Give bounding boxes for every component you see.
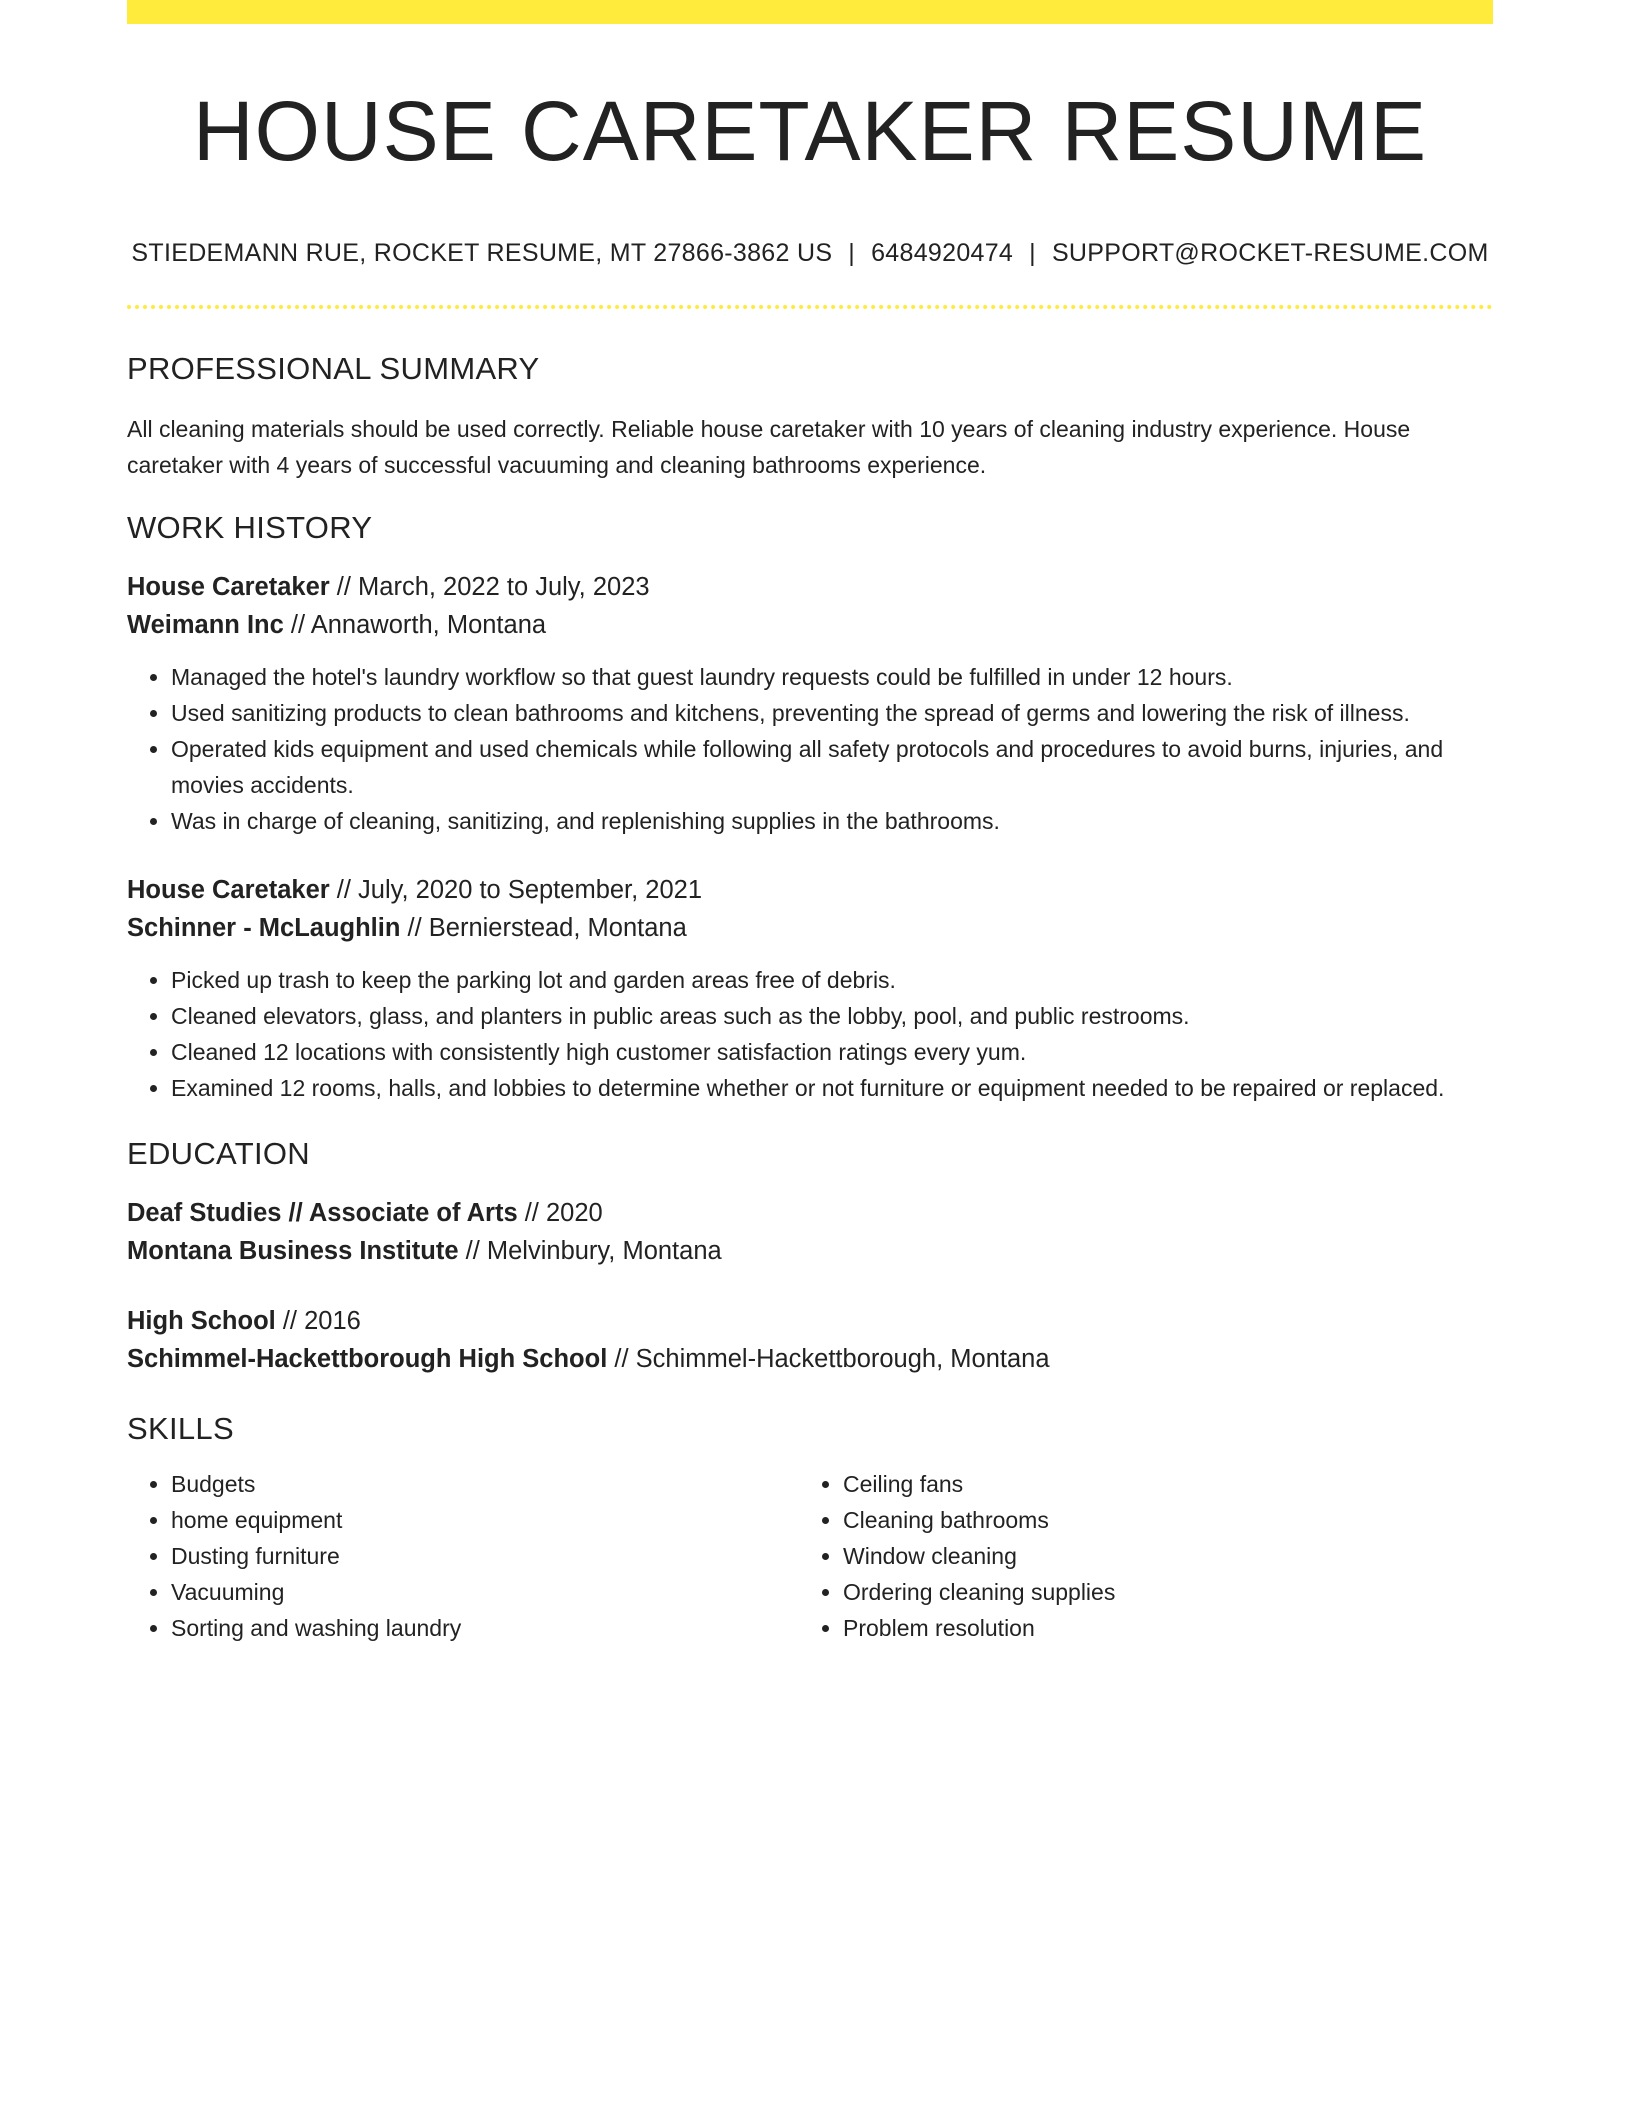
job-company-line <box>127 606 1493 644</box>
contact-line <box>127 237 1493 269</box>
skill-item: • Budgets <box>171 1466 799 1502</box>
education-school: Schimmel-Hackettborough High School <box>127 1345 608 1373</box>
job-bullet: • Picked up trash to keep the parking lot and garden areas free of debris. <box>171 962 1493 998</box>
skill-item: • Ordering cleaning supplies <box>843 1574 1471 1610</box>
education-entry <box>127 1194 1493 1270</box>
job-title: House Caretaker <box>127 573 330 601</box>
dotted-divider <box>127 305 1493 309</box>
skill-item: • Window cleaning <box>843 1538 1471 1574</box>
education-school-line <box>127 1340 1493 1378</box>
resume-page <box>127 0 1493 1646</box>
skill-item: • Dusting furniture <box>171 1538 799 1574</box>
education-degree: High School <box>127 1307 276 1335</box>
skill-item: • Problem resolution <box>843 1610 1471 1646</box>
job-title: House Caretaker <box>127 876 330 904</box>
contact-separator: | <box>1029 239 1036 267</box>
summary-text: All cleaning materials should be used correctly. Reliable house caretaker with 10 years of cleaning industry experience. House caretaker with 4 years of successful vacuuming and cleaning bathrooms experience. <box>127 416 1411 478</box>
skills-column-right <box>799 1466 1471 1646</box>
job-company: Schinner - McLaughlin <box>127 914 401 942</box>
job-company: Weimann Inc <box>127 611 284 639</box>
job-title-line <box>127 871 1493 909</box>
education-year: // 2016 <box>275 1307 361 1335</box>
job-entry <box>127 568 1493 839</box>
top-accent-bar <box>127 0 1493 24</box>
education-degree-line <box>127 1194 1493 1232</box>
resume-title: HOUSE CARETAKER RESUME <box>193 84 1427 178</box>
skill-item: • Ceiling fans <box>843 1466 1471 1502</box>
skills-heading: SKILLS <box>127 1411 234 1446</box>
skill-item: • Cleaning bathrooms <box>843 1502 1471 1538</box>
education-degree-line <box>127 1302 1493 1340</box>
job-dates: // July, 2020 to September, 2021 <box>329 876 703 904</box>
skill-item: • Vacuuming <box>171 1574 799 1610</box>
summary-heading: PROFESSIONAL SUMMARY <box>127 351 540 386</box>
contact-separator: | <box>848 239 856 267</box>
work-history-heading: WORK HISTORY <box>127 510 373 545</box>
job-bullet: • Cleaned elevators, glass, and planters in public areas such as the lobby, pool, and public restrooms. <box>171 998 1493 1034</box>
job-dates: // March, 2022 to July, 2023 <box>329 573 650 601</box>
education-school-line <box>127 1232 1493 1270</box>
education-location: // Schimmel-Hackettborough, Montana <box>607 1345 1050 1373</box>
job-bullet: • Examined 12 rooms, halls, and lobbies to determine whether or not furniture or equipment needed to be repaired or replaced. <box>171 1070 1493 1106</box>
skill-item: • home equipment <box>171 1502 799 1538</box>
job-entry <box>127 871 1493 1106</box>
education-school: Montana Business Institute <box>127 1237 459 1265</box>
skills-grid <box>127 1466 1493 1646</box>
job-location: // Annaworth, Montana <box>283 611 547 639</box>
job-location: // Bernierstead, Montana <box>400 914 687 942</box>
education-location: // Melvinbury, Montana <box>458 1237 722 1265</box>
job-bullet: • Used sanitizing products to clean bathrooms and kitchens, preventing the spread of germs and lowering the risk of illness. <box>171 695 1493 731</box>
job-bullets <box>127 962 1493 1106</box>
skills-column-left <box>127 1466 799 1646</box>
job-bullet: • Was in charge of cleaning, sanitizing, and replenishing supplies in the bathrooms. <box>171 803 1493 839</box>
skill-item: • Sorting and washing laundry <box>171 1610 799 1646</box>
education-year: // 2020 <box>517 1199 603 1227</box>
contact-address: STIEDEMANN RUE, ROCKET RESUME, MT 27866-3862 US <box>131 239 833 267</box>
education-entry <box>127 1302 1493 1378</box>
job-bullet: • Operated kids equipment and used chemicals while following all safety protocols and procedures to avoid burns, injuries, and movies accidents. <box>171 731 1493 803</box>
contact-email: SUPPORT@ROCKET-RESUME.COM <box>1051 239 1489 267</box>
job-company-line <box>127 909 1493 947</box>
job-bullets <box>127 659 1493 839</box>
job-bullet: • Cleaned 12 locations with consistently high customer satisfaction ratings every yum. <box>171 1034 1493 1070</box>
education-degree: Deaf Studies // Associate of Arts <box>127 1199 518 1227</box>
job-bullet: • Managed the hotel's laundry workflow so that guest laundry requests could be fulfilled in under 12 hours. <box>171 659 1493 695</box>
job-title-line <box>127 568 1493 606</box>
education-heading: EDUCATION <box>127 1136 310 1171</box>
contact-phone: 6484920474 <box>871 239 1014 267</box>
